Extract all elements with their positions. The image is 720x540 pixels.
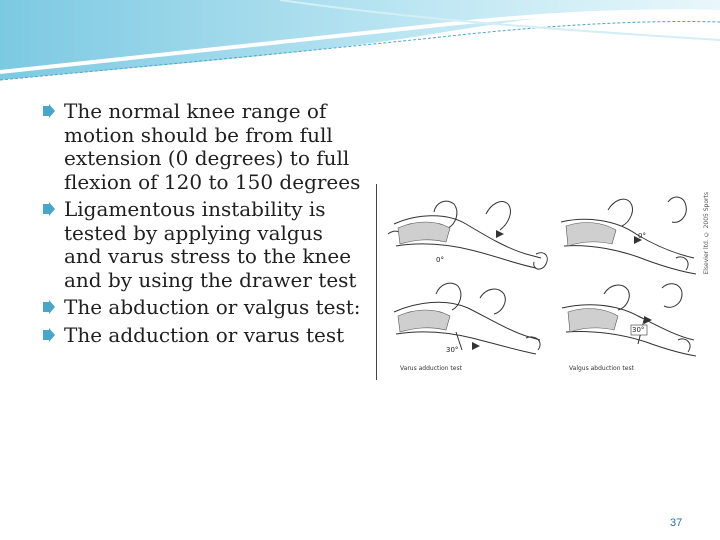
- bullet-text: Ligamentous instability is tested by applying valgus and varus stress to the knee and by using the drawer test: [64, 197, 357, 292]
- angle-label: 30°: [446, 346, 459, 354]
- knee-test-illustration: [376, 184, 720, 382]
- bullet-item: [42, 198, 362, 292]
- bullet-item: [42, 296, 362, 320]
- bullet-text: The normal knee range of motion should be from full extension (0 degrees) to full flexion of 120 to 150 degrees: [64, 99, 361, 194]
- bullet-text: The adduction or varus test: [64, 322, 345, 347]
- bullet-glyph-icon: [42, 201, 56, 217]
- header-wave-decoration: [0, 0, 720, 90]
- bullet-glyph-icon: [42, 327, 56, 343]
- caption-valgus: Valgus abduction test: [569, 365, 634, 372]
- copyright-note: Elsevier ltd. © 2005 Sports: [703, 192, 710, 275]
- angle-label: 0°: [638, 232, 646, 240]
- bullet-text: The abduction or valgus test:: [64, 295, 361, 319]
- caption-varus: Varus adduction test: [400, 365, 462, 372]
- bullet-glyph-icon: [42, 103, 56, 119]
- bullet-glyph-icon: [42, 299, 56, 315]
- bullet-list: [42, 100, 362, 351]
- page-number: 37: [670, 517, 683, 529]
- knee-test-drawing: [376, 184, 710, 382]
- bullet-item: [42, 324, 362, 348]
- bullet-item: [42, 100, 362, 194]
- angle-label: 0°: [436, 256, 444, 264]
- angle-label: 30°: [632, 326, 645, 334]
